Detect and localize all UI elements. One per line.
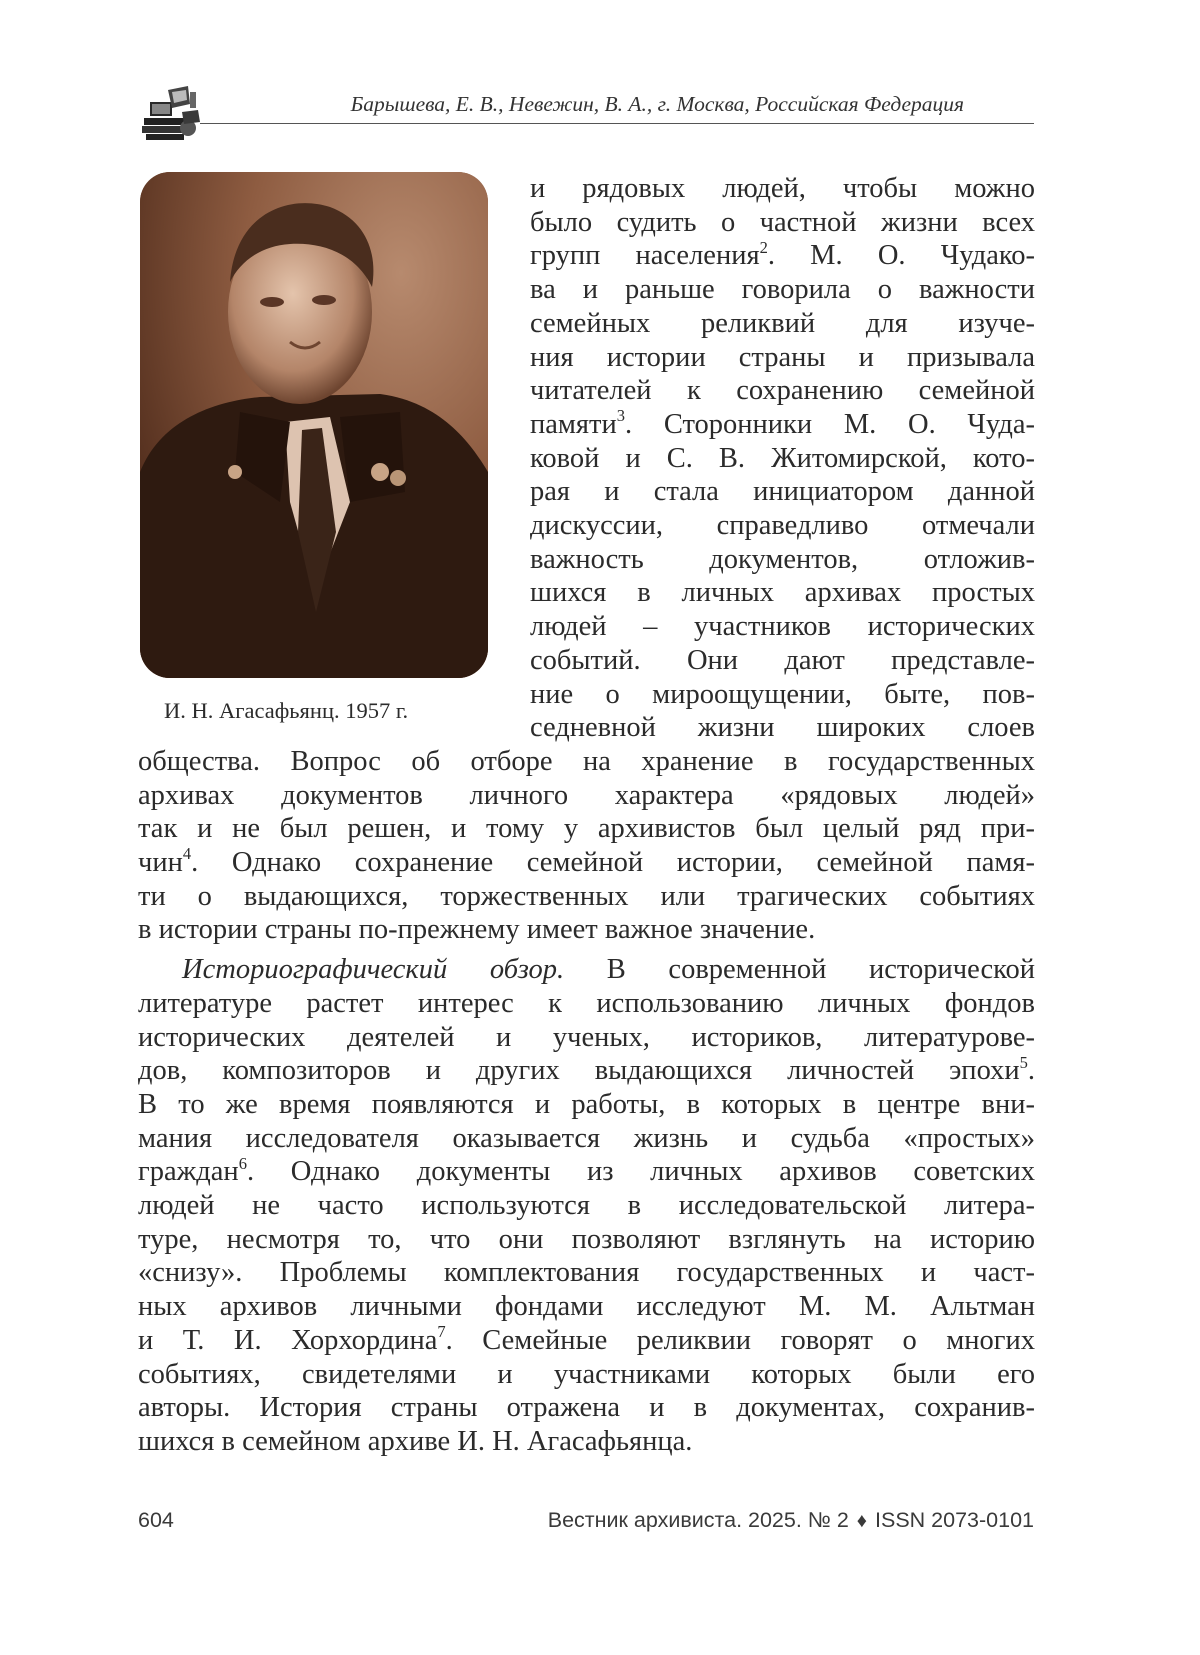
footnote-ref: 2 — [759, 239, 768, 257]
archive-books-icon — [138, 82, 204, 144]
journal-info — [548, 1508, 1034, 1538]
text-line: памяти$^3$. Сторонники М. О. Чуда- — [530, 407, 1035, 440]
text-line: шихся в личных архивах простых — [530, 577, 1035, 609]
header-authors: Барышева, Е. В., Невежин, В. А., г. Москва, Российская Федерация — [350, 92, 964, 116]
running-header — [138, 82, 1034, 126]
text-line: дискуссии, справедливо отмечали — [530, 510, 1035, 541]
text-line: литературе растет интерес к использованию личных фондов — [138, 987, 1035, 1019]
text-line: ти о выдающихся, торжественных или трагических событиях — [138, 880, 1035, 912]
footnote-ref: 4 — [182, 846, 192, 864]
text-line: туре, несмотря то, что они позволяют взглянуть на историю — [138, 1223, 1035, 1255]
text-line: ных архивов личными фондами исследуют М. М. Альтман — [138, 1291, 1035, 1323]
diamond-icon: ♦ — [856, 1510, 868, 1532]
text-line: и рядовых людей, чтобы можно — [530, 173, 1035, 204]
text-line: исторических деятелей и ученых, историков, литературове- — [138, 1021, 1035, 1053]
text-line: и Т. И. Хорхордина$^7$. Семейные реликвии говорят о многих — [138, 1323, 1035, 1356]
text-line: важность документов, отложив- — [530, 543, 1035, 575]
text-line: В то же время появляются и работы, в которых в центре вни- — [138, 1088, 1035, 1120]
text-line: шихся в семейном архиве И. Н. Агасафьянца. — [138, 1425, 693, 1457]
photo-caption: И. Н. Агасафьянц. 1957 г. — [164, 698, 409, 723]
text-line: читателей к сохранению семейной — [530, 375, 1035, 407]
text-line: ковой и С. В. Житомирской, кото- — [530, 442, 1035, 474]
text-line: мания исследователя оказывается жизнь и судьба «простых» — [138, 1122, 1035, 1154]
text-line: рая и стала инициатором данной — [530, 476, 1035, 508]
text-line: людей – участников исторических — [530, 611, 1035, 643]
page-number: 604 — [138, 1508, 174, 1532]
footnote-ref: 5 — [1019, 1054, 1028, 1072]
text-line: людей не часто используются в исследовательской литера- — [138, 1190, 1035, 1221]
section-heading-inline: Историографический обзор. — [182, 954, 565, 986]
text-line: ния истории страны и призывала — [530, 341, 1035, 373]
text-line: событиях, свидетелями и участниками которых были его — [138, 1358, 1035, 1390]
text-line: граждан$^6$. Однако документы из личных архивов советских — [138, 1155, 1035, 1188]
text-line: общества. Вопрос об отборе на хранение в государственных — [138, 745, 1035, 777]
text-line: авторы. История страны отражена и в документах, сохранив- — [138, 1392, 1035, 1424]
text-line: в истории страны по-прежнему имеет важное значение. — [138, 914, 816, 946]
text-line: ние о мироощущении, быте, пов- — [530, 678, 1035, 710]
text-line: «снизу». Проблемы комплектования государственных и част- — [138, 1257, 1035, 1289]
text-line: дов, композиторов и других выдающихся личностей эпохи$^5$. — [138, 1054, 1035, 1087]
footnote-ref: 7 — [437, 1323, 446, 1342]
text-line: групп населения$^2$. М. О. Чудако- — [530, 239, 1035, 272]
text-line: седневной жизни широких слоев — [530, 712, 1035, 744]
text-line: ва и раньше говорила о важности — [530, 274, 1035, 306]
issn: ISSN 2073-0101 — [875, 1508, 1034, 1532]
text-line: так и не был решен, и тому у архивистов был целый ряд при- — [138, 813, 1035, 845]
portrait-photo — [140, 172, 488, 678]
text-line: архивах документов личного характера «рядовых людей» — [138, 779, 1035, 811]
text-line: семейных реликвий для изуче- — [530, 307, 1035, 339]
text-line: было судить о частной жизни всех — [530, 206, 1035, 238]
footnote-ref: 3 — [616, 407, 626, 426]
footnote-ref: 6 — [238, 1155, 247, 1173]
text-line: Историографический обзор. В современной исторической — [182, 954, 1035, 986]
text-line: событий. Они дают представле- — [530, 644, 1035, 676]
text-line: чин$^4$. Однако сохранение семейной истории, семейной памя- — [138, 846, 1035, 878]
header-rule — [200, 123, 1034, 124]
journal-title: Вестник архивиста. 2025. № 2 — [547, 1508, 849, 1532]
